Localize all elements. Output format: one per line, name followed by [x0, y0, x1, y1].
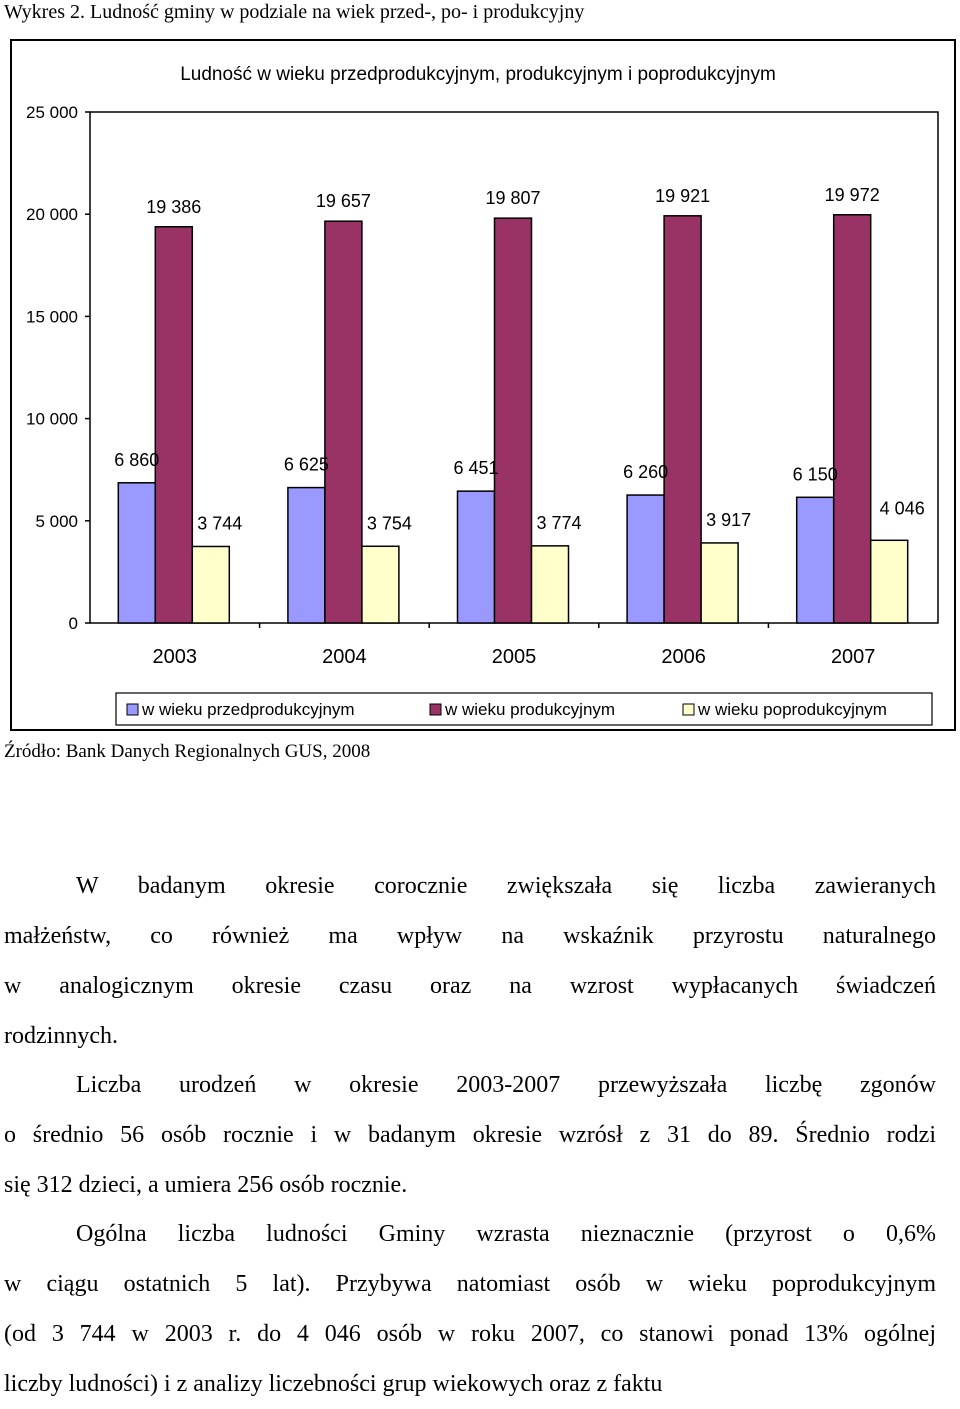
text-line: małżeństw, co również ma wpływ na wskaźnik przyrostu naturalnego	[4, 923, 936, 949]
x-tick-label: 2004	[322, 646, 367, 668]
chart-title: Ludność w wieku przedprodukcyjnym, produkcyjnym i poprodukcyjnym	[180, 64, 776, 85]
data-label: 6 451	[453, 458, 499, 479]
y-tick-label: 20 000	[26, 205, 78, 225]
bars	[118, 215, 907, 623]
bar-chart	[12, 41, 954, 729]
data-label: 19 657	[315, 191, 371, 212]
text-line: się 312 dzieci, a umiera 256 osób rocznie.	[4, 1172, 408, 1198]
data-label: 19 386	[146, 196, 202, 217]
y-tick-label: 15 000	[26, 307, 78, 327]
data-label: 4 046	[879, 498, 925, 519]
text-line: W badanym okresie corocznie zwiększała się liczba zawieranych	[76, 873, 936, 899]
legend-swatch	[430, 704, 441, 715]
data-label: 3 774	[536, 512, 582, 533]
chart-frame	[10, 39, 956, 731]
bar-2	[155, 227, 192, 623]
y-tick-label: 10 000	[26, 409, 78, 429]
data-label: 6 860	[114, 449, 160, 470]
x-tick-label: 2003	[152, 646, 198, 668]
text-line: liczby ludności) i z analizy liczebności grup wiekowych oraz z faktu	[4, 1371, 663, 1397]
data-label: 6 625	[283, 454, 329, 475]
text-line: o średnio 56 osób rocznie i w badanym okresie wzrósł z 31 do 89. Średnio rodzi	[4, 1122, 936, 1148]
bar-2	[495, 218, 532, 623]
legend-label: w wieku przedprodukcyjnym	[142, 700, 355, 719]
bar-3	[532, 546, 569, 623]
data-label: 6 150	[792, 464, 838, 485]
data-label: 19 921	[655, 185, 711, 206]
bar-1	[627, 495, 664, 623]
text-line: rodzinnych.	[4, 1023, 118, 1049]
chart-caption: Wykres 2. Ludność gminy w podziale na wiek przed-, po- i produkcyjny	[4, 1, 585, 23]
y-tick-label: 25 000	[26, 103, 78, 122]
bar-1	[288, 488, 325, 623]
bar-3	[701, 543, 738, 623]
bar-3	[192, 546, 229, 623]
bar-2	[834, 215, 871, 623]
legend	[116, 693, 932, 725]
data-label: 3 744	[197, 513, 243, 534]
paragraph-1	[4, 861, 936, 1061]
x-tick-label: 2006	[661, 646, 706, 668]
data-label: 6 260	[623, 462, 669, 483]
paragraph-2	[4, 1060, 936, 1210]
y-tick-label: 5 000	[35, 511, 78, 531]
y-tick-label: 0	[68, 614, 78, 633]
x-tick-label: 2007	[830, 646, 876, 668]
text-line: w ciągu ostatnich 5 lat). Przybywa natomiast osób w wieku poprodukcyjnym	[4, 1271, 936, 1297]
text-line: Ogólna liczba ludności Gminy wzrasta nieznacznie (przyrost o 0,6%	[76, 1221, 936, 1247]
data-label: 3 917	[706, 509, 752, 530]
data-label: 19 972	[824, 184, 880, 205]
bar-1	[797, 497, 834, 623]
bar-2	[325, 221, 362, 623]
paragraph-3	[4, 1209, 936, 1409]
data-label: 3 754	[366, 513, 412, 534]
data-label: 19 807	[485, 188, 541, 209]
source-note: Źródło: Bank Danych Regionalnych GUS, 2008	[4, 741, 371, 762]
legend-label: w wieku produkcyjnym	[445, 700, 616, 719]
legend-swatch	[683, 704, 694, 715]
legend-swatch	[127, 704, 138, 715]
text-line: Liczba urodzeń w okresie 2003-2007 przewyższała liczbę zgonów	[76, 1072, 936, 1098]
bar-3	[362, 546, 399, 623]
text-line: w analogicznym okresie czasu oraz na wzrost wypłacanych świadczeń	[4, 973, 936, 999]
text-line: (od 3 744 w 2003 r. do 4 046 osób w roku 2007, co stanowi ponad 13% ogólnej	[4, 1321, 936, 1347]
bar-1	[458, 491, 495, 623]
bar-2	[664, 216, 701, 623]
bar-3	[871, 540, 908, 623]
x-tick-label: 2005	[491, 646, 537, 668]
legend-label: w wieku poprodukcyjnym	[698, 700, 887, 719]
bar-1	[118, 483, 155, 623]
